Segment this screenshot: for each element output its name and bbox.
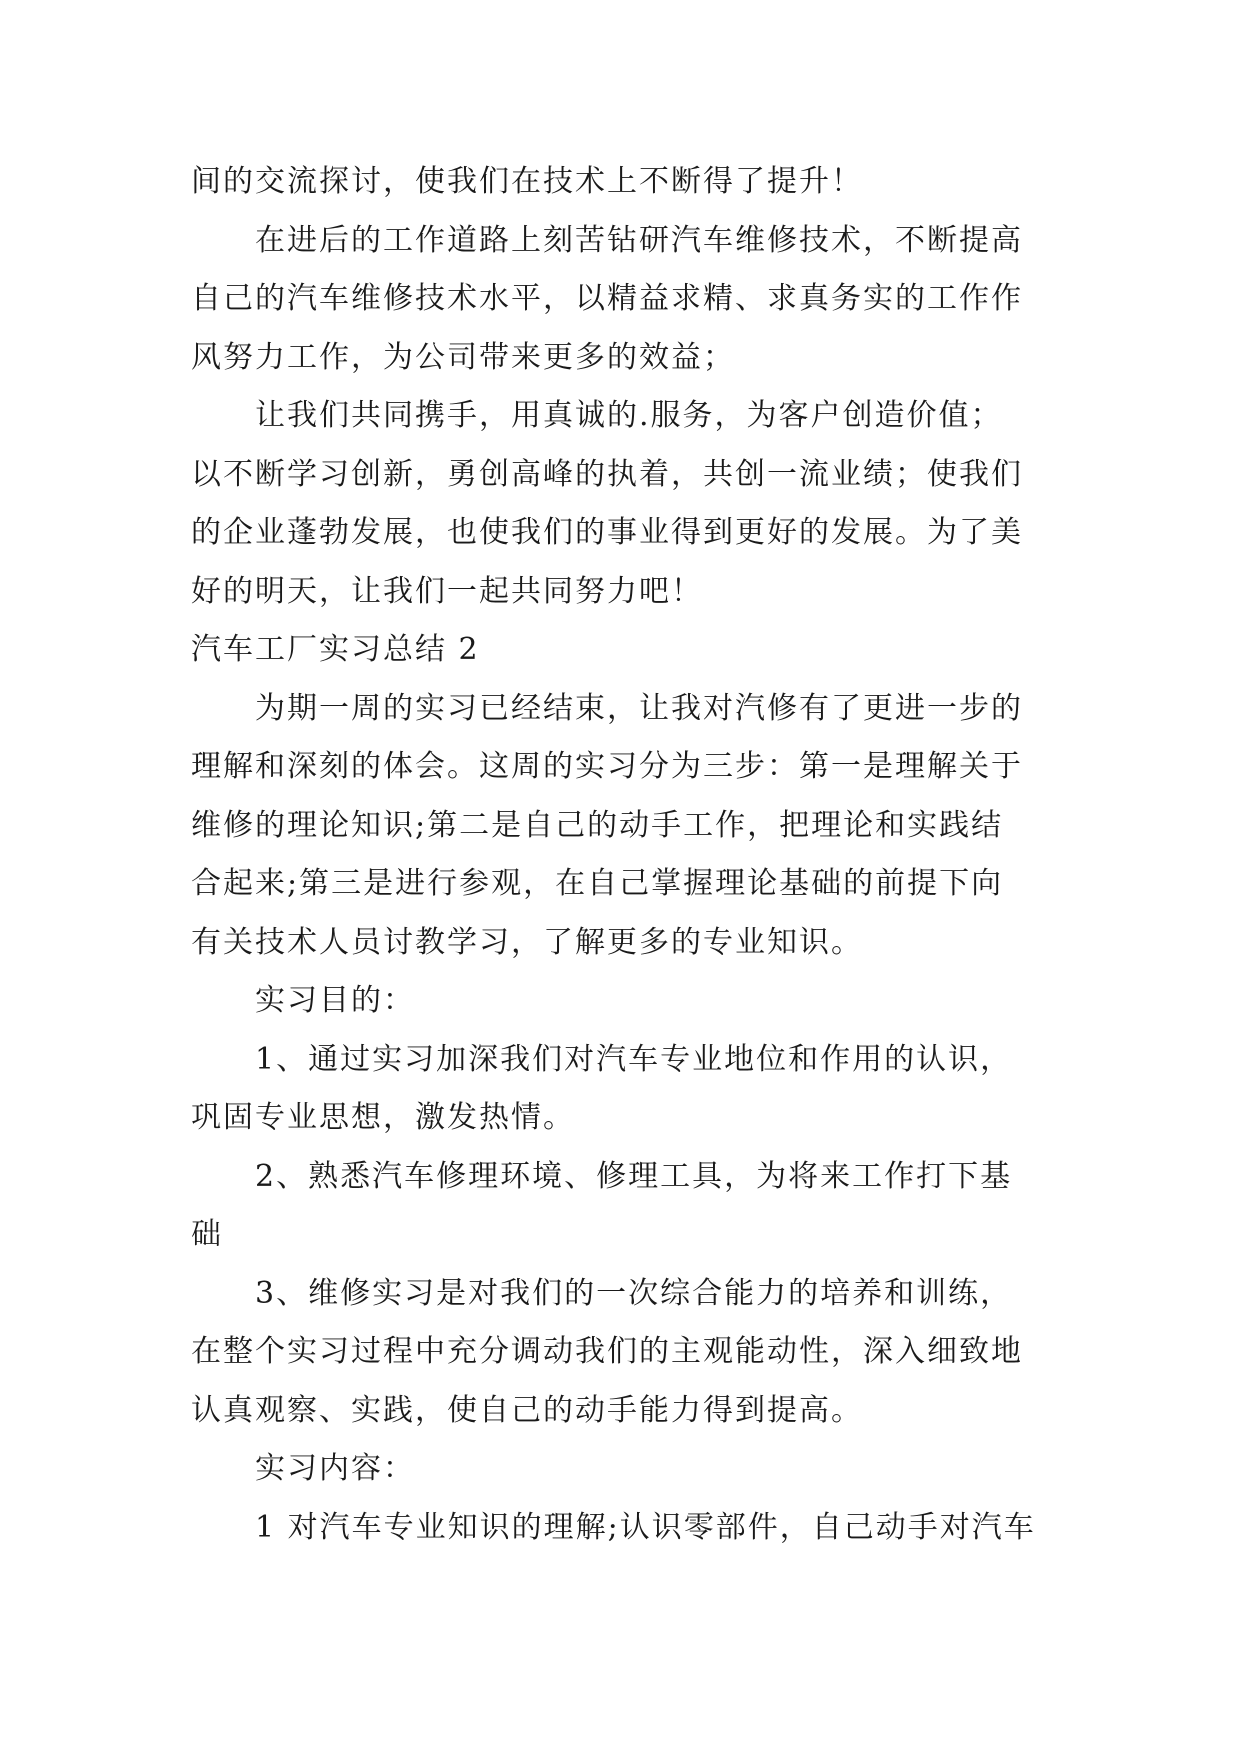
document-body xyxy=(191,153,1061,1557)
text-line: 础 xyxy=(191,1217,223,1252)
text-line: 巩固专业思想，激发热情。 xyxy=(191,1100,575,1135)
section-heading: 汽车工厂实习总结 2 xyxy=(191,632,480,667)
text-line: 理解和深刻的体会。这周的实习分为三步：第一是理解关于 xyxy=(191,749,1023,784)
text-line: 自己的汽车维修技术水平，以精益求精、求真务实的工作作 xyxy=(191,281,1023,316)
text-line: 的企业蓬勃发展，也使我们的事业得到更好的发展。为了美 xyxy=(191,515,1023,550)
text-line: 好的明天，让我们一起共同努力吧！ xyxy=(191,573,703,609)
list-item: 2、熟悉汽车修理环境、修理工具，为将来工作打下基 xyxy=(255,1158,1013,1194)
text-line: 为期一周的实习已经结束，让我对汽修有了更进一步的 xyxy=(255,690,1023,726)
text-line: 风努力工作，为公司带来更多的效益； xyxy=(191,339,735,375)
list-item: 3、维修实习是对我们的一次综合能力的培养和训练， xyxy=(255,1275,1013,1311)
list-item: 1 对汽车专业知识的理解;认识零部件，自己动手对汽车 xyxy=(255,1509,1036,1545)
subheading: 实习内容： xyxy=(255,1451,415,1486)
text-line: 让我们共同携手，用真诚的.服务，为客户创造价值； xyxy=(255,398,1003,433)
text-line: 以不断学习创新，勇创高峰的执着，共创一流业绩；使我们 xyxy=(191,456,1023,492)
text-line: 有关技术人员讨教学习，了解更多的专业知识。 xyxy=(191,924,863,960)
list-item: 1、通过实习加深我们对汽车专业地位和作用的认识， xyxy=(255,1041,1013,1077)
text-line: 认真观察、实践，使自己的动手能力得到提高。 xyxy=(191,1392,863,1428)
text-line: 维修的理论知识;第二是自己的动手工作，把理论和实践结 xyxy=(191,807,1004,843)
text-line: 在进后的工作道路上刻苦钻研汽车维修技术，不断提高 xyxy=(255,222,1023,258)
text-line: 合起来;第三是进行参观，在自己掌握理论基础的前提下向 xyxy=(191,866,1004,901)
text-line: 间的交流探讨，使我们在技术上不断得了提升！ xyxy=(191,164,863,199)
text-line: 在整个实习过程中充分调动我们的主观能动性，深入细致地 xyxy=(191,1334,1023,1369)
subheading: 实习目的： xyxy=(255,983,415,1018)
